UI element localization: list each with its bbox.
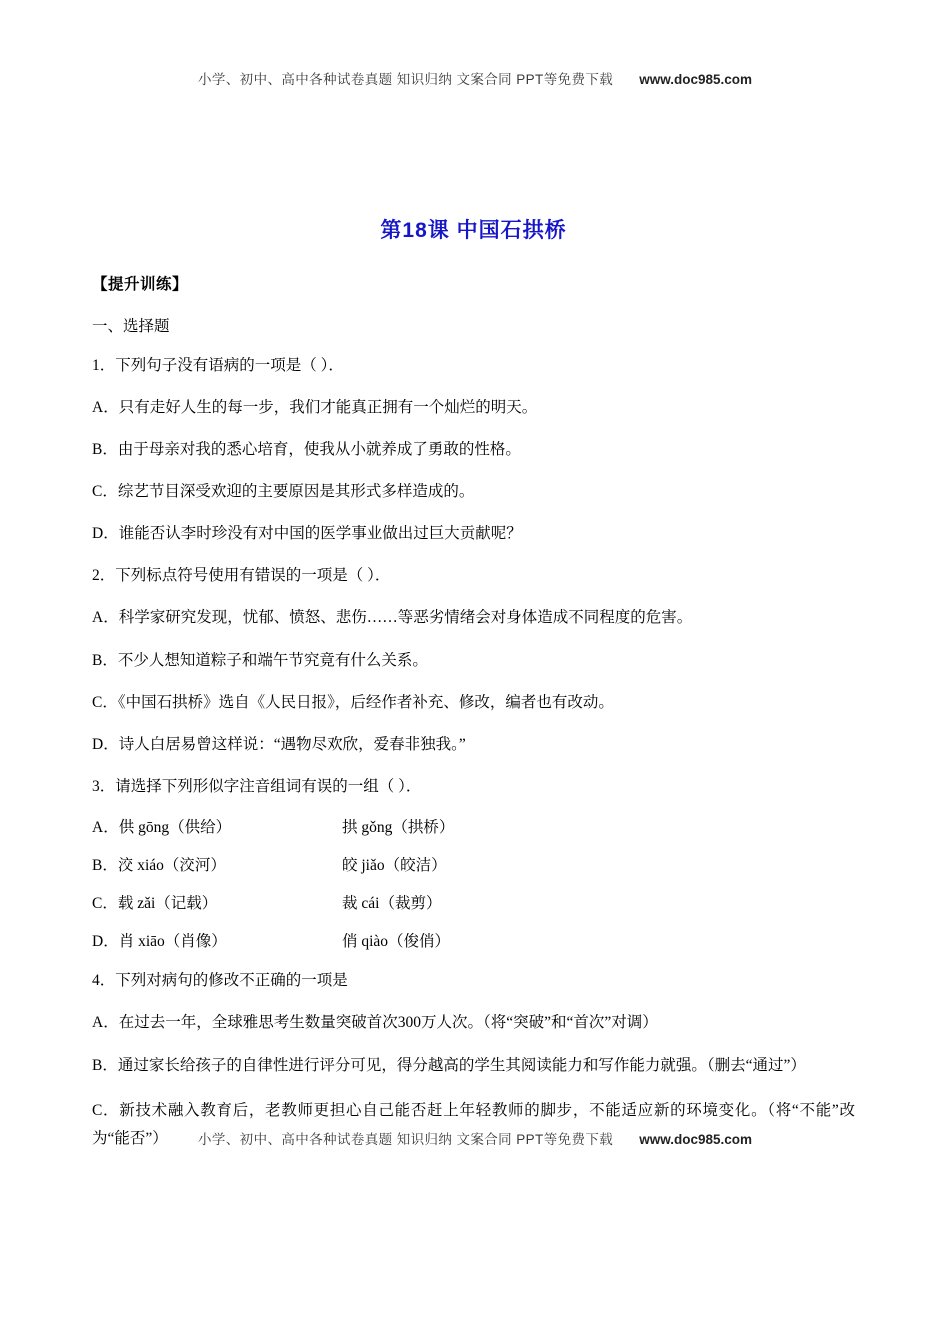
question-stem: 3．请选择下列形似字注音组词有误的一组（ ）． — [92, 777, 422, 795]
question-option — [92, 891, 855, 913]
document-content — [0, 214, 950, 1153]
question-option: B．不少人想知道粽子和端午节究竟有什么关系。 — [92, 651, 428, 669]
question-option: C．《中国石拱桥》选自《人民日报》，后经作者补充、修改，编者也有改动。 — [92, 693, 614, 711]
header-promo-text: 小学、初中、高中各种试卷真题 知识归纳 文案合同 PPT等免费下载 — [197, 72, 614, 87]
question-option: B．通过家长给孩子的自律性进行评分可见，得分越高的学生其阅读能力和写作能力就强。（删去“通过”） — [92, 1057, 806, 1075]
option-left-text: 肖 xiāo（肖像） — [118, 932, 227, 950]
option-left-text: 供 gōng（供给） — [118, 818, 232, 836]
option-label: C． — [92, 894, 118, 912]
question-stem: 4．下列对病句的修改不正确的一项是 — [92, 971, 348, 989]
question-option: A．在过去一年，全球雅思考生数量突破首次300万人次。（将“突破”和“首次”对调） — [92, 1013, 658, 1031]
option-left — [92, 853, 342, 875]
option-right-text: 皎 jiǎo（皎洁） — [342, 856, 447, 874]
header-site-url: www.doc985.com — [639, 72, 752, 87]
option-label: D． — [92, 932, 119, 950]
option-label: B． — [92, 856, 118, 874]
question-stem: 1．下列句子没有语病的一项是（ ）． — [92, 357, 344, 374]
part-label: 一、选择题 — [92, 318, 170, 335]
option-left-text: 载 zǎi（记载） — [117, 894, 218, 912]
section-label: 【提升训练】 — [92, 276, 189, 293]
option-left — [92, 929, 342, 951]
footer-banner — [0, 1128, 950, 1148]
question-option — [92, 853, 855, 875]
question-option: C．新技术融入教育后，老教师更担心自己能否赶上年轻教师的脚步，不能适应新的环境变化。（将“不能”改为“能否”） — [92, 1101, 855, 1147]
footer-promo-text: 小学、初中、高中各种试卷真题 知识归纳 文案合同 PPT等免费下载 — [197, 1132, 614, 1147]
option-left — [92, 891, 342, 913]
option-label: A． — [92, 818, 119, 836]
question-option — [92, 929, 855, 951]
question-option: D．诗人白居易曾这样说：“遇物尽欢欣，爱春非独我。” — [92, 735, 466, 753]
option-right-text: 俏 qiào（俊俏） — [342, 932, 451, 950]
header-banner — [0, 0, 950, 88]
option-right-text: 裁 cái（裁剪） — [342, 894, 442, 912]
question-option: C．综艺节目深受欢迎的主要原因是其形式多样造成的。 — [92, 483, 475, 501]
option-left — [92, 815, 342, 837]
page-title: 第18课 中国石拱桥 — [380, 219, 567, 242]
question-option: D．谁能否认李时珍没有对中国的医学事业做出过巨大贡献呢？ — [92, 525, 522, 543]
question-option: B．由于母亲对我的悉心培育，使我从小就养成了勇敢的性格。 — [92, 441, 521, 459]
footer-site-url: www.doc985.com — [639, 1132, 752, 1147]
option-left-text: 洨 xiáo（洨河） — [117, 856, 226, 874]
question-option: A．科学家研究发现，忧郁、愤怒、悲伤……等恶劣情绪会对身体造成不同程度的危害。 — [92, 609, 693, 627]
question-option: A．只有走好人生的每一步，我们才能真正拥有一个灿烂的明天。 — [92, 399, 538, 417]
question-option — [92, 815, 855, 837]
question-stem: 2．下列标点符号使用有错误的一项是（ ）． — [92, 567, 391, 585]
option-right-text: 拱 gǒng（拱桥） — [342, 818, 455, 836]
